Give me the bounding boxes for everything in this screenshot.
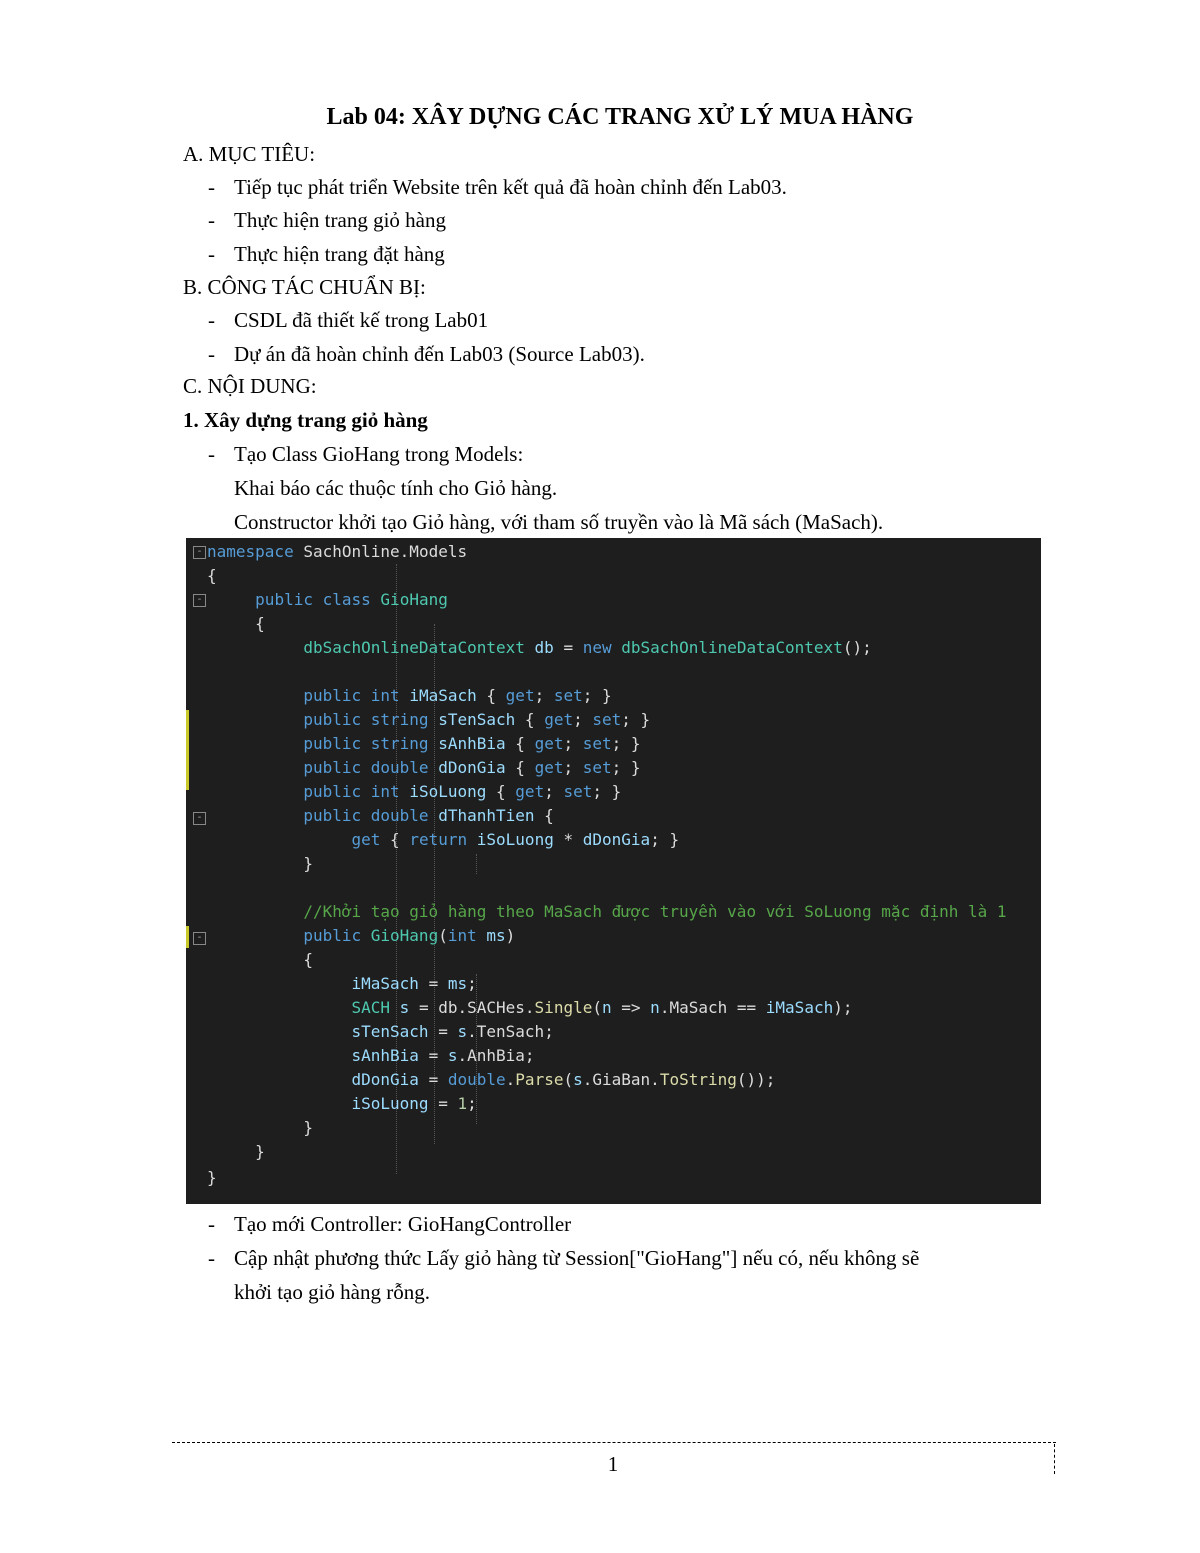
code-screenshot: - - - - namespace SachOnline.Models { public class GioHang { dbSachOnlineDataContext db = new dbSachOnlineDataContext(); public int iMaSach { get; set; } public string sTenSach { get; set; } public string sAnhBia { get; set; } public double dDonGia { get; set; } public int iSoLuong { get; set; } public double dThanhTien { get { return iSoLuong * dDonGia; } } //Khởi tạo giỏ hàng theo MaSach được truyền vào với SoLuong mặc định là 1 public GioHang(int ms) { iMaSach = ms; SACH s = db.SACHes.Single(n => n.MaSach == iMaSach); sTenSach = s.TenSach; sAnhBia = s.AnhBia; dDonGia = double.Parse(s.GiaBan.ToString()); iSoLuong = 1; } } } — [186, 538, 1041, 1204]
document-title: Lab 04: XÂY DỰNG CÁC TRANG XỬ LÝ MUA HÀNG — [326, 104, 914, 130]
list-item-continuation: Khai báo các thuộc tính cho Giỏ hàng. — [234, 476, 558, 500]
section-a-heading: A. MỤC TIÊU: — [183, 142, 316, 166]
subsection-heading: 1. Xây dựng trang giỏ hàng — [183, 408, 428, 432]
list-item: Tiếp tục phát triển Website trên kết quả đã hoàn chỉnh đến Lab03. — [234, 175, 787, 199]
code-comment: //Khởi tạo giỏ hàng theo MaSach được truyền vào với SoLuong mặc định là 1 — [303, 902, 1007, 921]
section-c-heading: C. NỘI DUNG: — [183, 374, 317, 398]
list-item: Cập nhật phương thức Lấy giỏ hàng từ Session["GioHang"] nếu có, nếu không sẽ — [234, 1246, 920, 1270]
bullet: - — [208, 242, 215, 266]
bullet: - — [208, 175, 215, 199]
footer-divider — [172, 1442, 1056, 1443]
bullet: - — [208, 1212, 215, 1236]
list-item: Tạo Class GioHang trong Models: — [234, 442, 524, 466]
list-item: Tạo mới Controller: GioHangController — [234, 1212, 572, 1236]
bullet: - — [208, 1246, 215, 1270]
section-b-heading: B. CÔNG TÁC CHUẨN BỊ: — [183, 275, 426, 299]
list-item: Dự án đã hoàn chỉnh đến Lab03 (Source Lab03). — [234, 342, 645, 366]
list-item-continuation: Constructor khởi tạo Giỏ hàng, với tham số truyền vào là Mã sách (MaSach). — [234, 510, 884, 534]
list-item: Thực hiện trang đặt hàng — [234, 242, 445, 266]
page-number: 1 — [607, 1452, 619, 1476]
bullet: - — [208, 442, 215, 466]
list-item-continuation: khởi tạo giỏ hàng rỗng. — [234, 1280, 430, 1304]
list-item: CSDL đã thiết kế trong Lab01 — [234, 308, 489, 332]
list-item: Thực hiện trang giỏ hàng — [234, 208, 446, 232]
bullet: - — [208, 208, 215, 232]
bullet: - — [208, 342, 215, 366]
bullet: - — [208, 308, 215, 332]
